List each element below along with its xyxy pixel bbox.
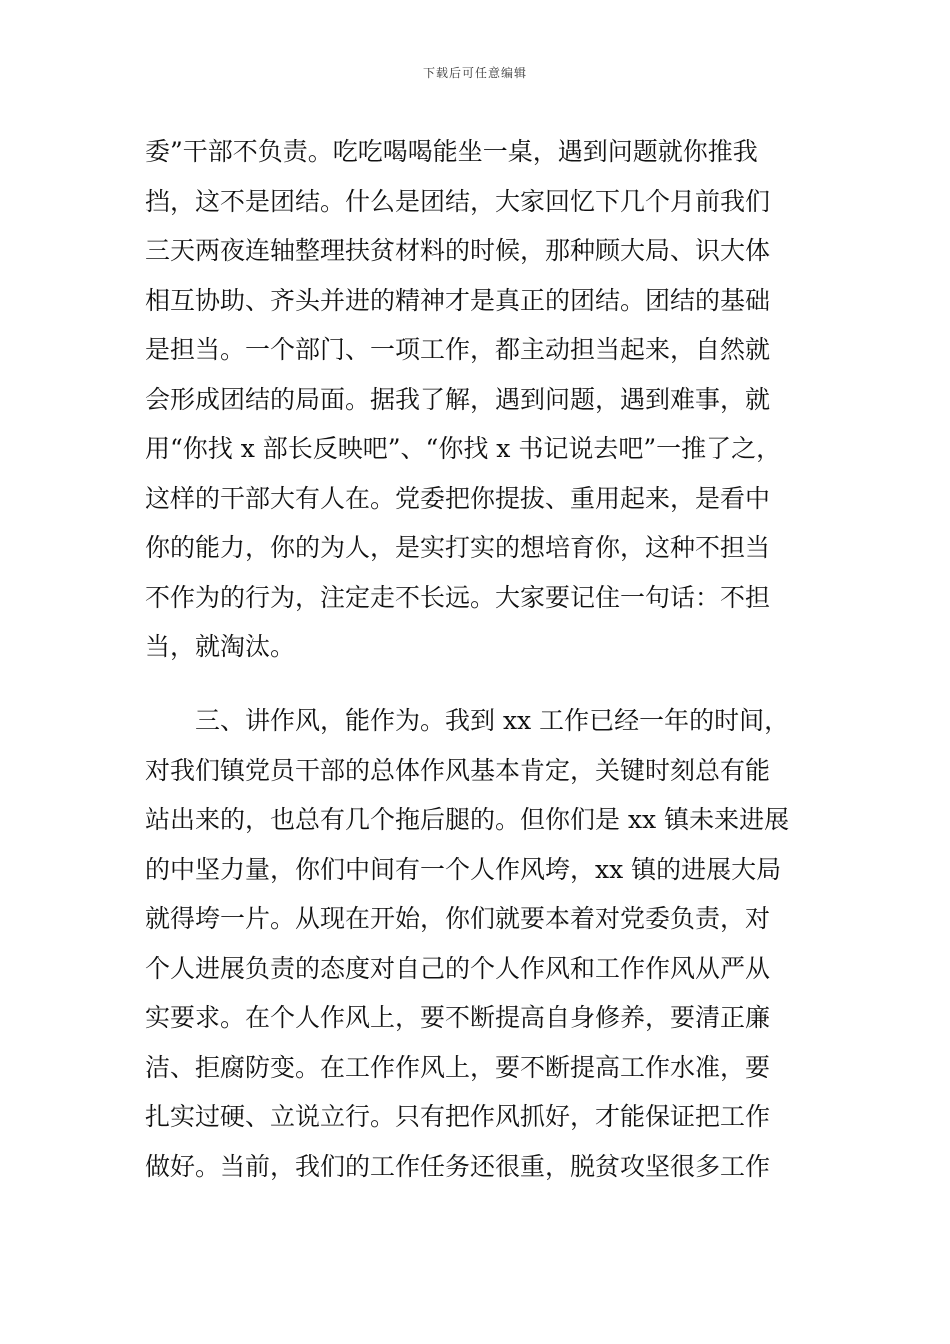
text-line: 是担当。一个部门、一项工作，都主动担当起来，自然就	[145, 335, 771, 364]
text-line: 三天两夜连轴整理扶贫材料的时候，那种顾大局、识大体	[145, 236, 771, 265]
text-line: 个人进展负责的态度对自己的个人作风和工作作风从严从	[145, 953, 771, 983]
text-line: 挡，这不是团结。什么是团结，大家回忆下几个月前我们	[145, 186, 771, 216]
text-line: 你的能力，你的为人，是实打实的想培育你，这种不担当	[145, 533, 771, 562]
paragraph-work-style	[145, 696, 835, 1191]
text-line: 委”干部不负责。吃吃喝喝能坐一桌，遇到问题就你推我	[145, 137, 758, 166]
text-line: 会形成团结的局面。据我了解，遇到问题，遇到难事，就	[145, 384, 771, 414]
text-line: 对我们镇党员干部的总体作风基本肯定，关键时刻总有能	[145, 755, 771, 785]
text-line: 洁、拒腐防变。在工作作风上，要不断提高工作水准，要	[145, 1052, 771, 1082]
text-line: 实要求。在个人作风上，要不断提高自身修养，要清正廉	[145, 1003, 771, 1032]
text-line-first: 三、讲作风，能作为。我到 xx 工作已经一年的时间，	[195, 706, 790, 735]
page-header: 下载后可任意编辑	[422, 66, 527, 80]
text-line: 相互协助、齐头并进的精神才是真正的团结。团结的基础	[145, 285, 771, 315]
text-line: 做好。当前，我们的工作任务还很重，脱贫攻坚很多工作	[145, 1151, 771, 1181]
paragraph-unity	[145, 127, 835, 672]
text-line: 站出来的，也总有几个拖后腿的。但你们是 xx 镇未来进展	[145, 805, 790, 834]
text-line: 用“你找 x 部长反映吧”、“你找 x 书记说去吧”一推了之，	[145, 434, 782, 463]
text-line: 就得垮一片。从现在开始，你们就要本着对党委负责，对	[145, 904, 771, 933]
text-line: 这样的干部大有人在。党委把你提拔、重用起来，是看中	[145, 483, 771, 513]
text-line: 不作为的行为，注定走不长远。大家要记住一句话：不担	[145, 582, 771, 612]
text-line: 的中坚力量，你们中间有一个人作风垮，xx 镇的进展大局	[145, 854, 782, 884]
text-line: 扎实过硬、立说立行。只有把作风抓好，才能保证把工作	[145, 1102, 771, 1131]
text-line: 当，就淘汰。	[145, 632, 296, 661]
